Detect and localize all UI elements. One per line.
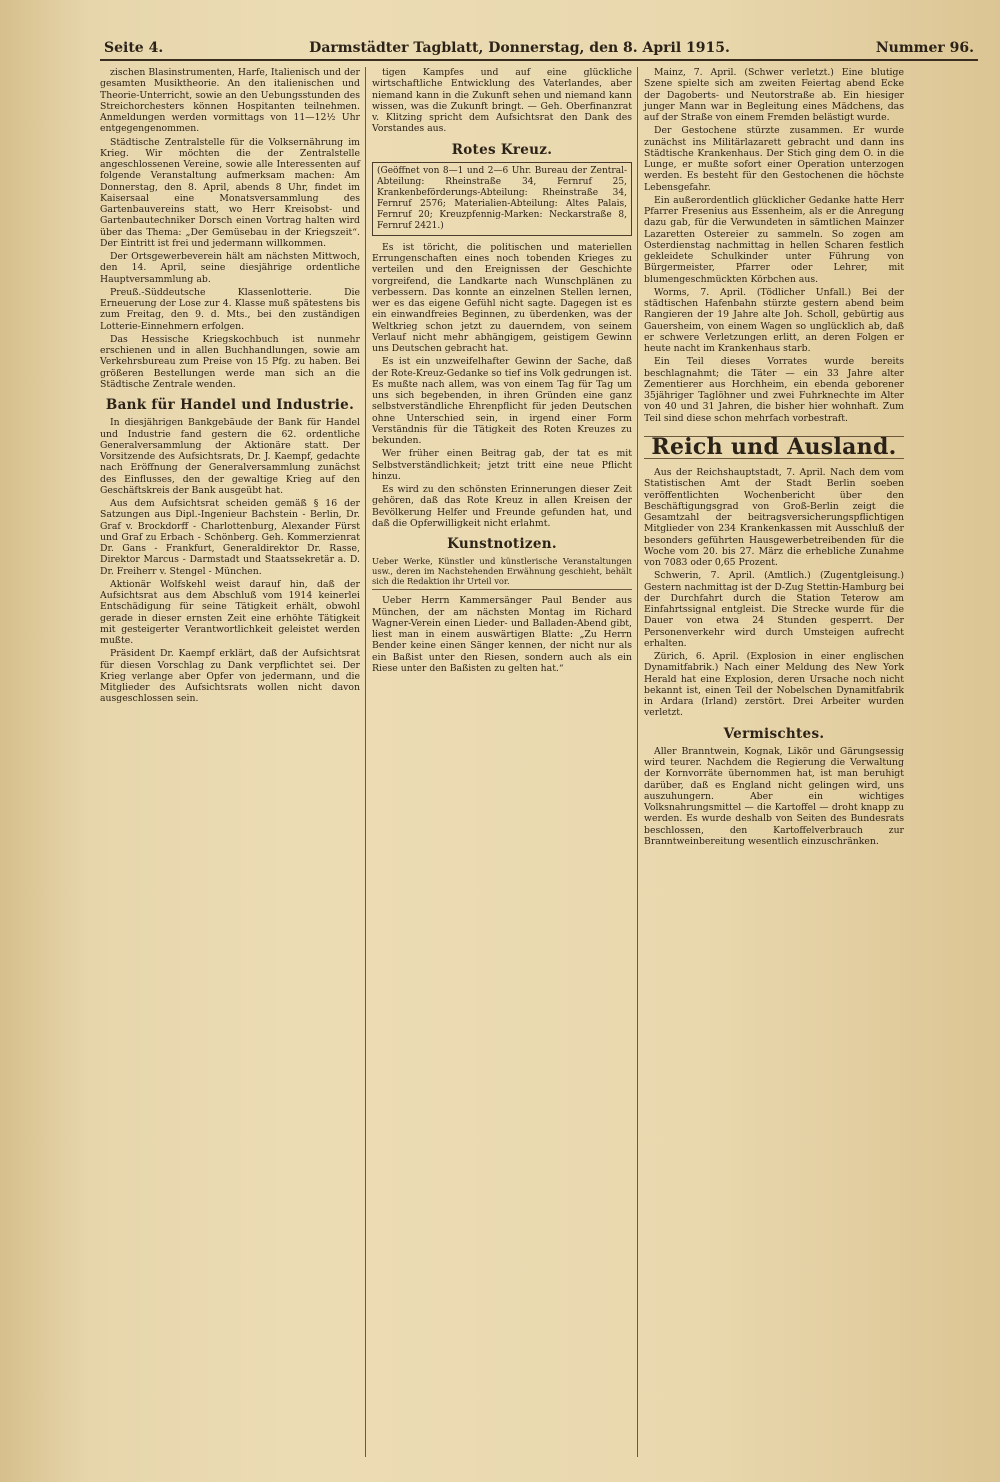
column-right (644, 67, 904, 1457)
article-paragraph: Es ist ein unzweifelhafter Gewinn der Sache, daß der Rote-Kreuz-Gedanke so tief ins Volk gedrungen ist. Es mußte nach allem, was von einem Tag für Tag um uns sich begebenden, in ihren Gründen eine ganz selbstverständliche Ehrenpflicht für jeden Deutschen ohne Unterschied sein, in irgend einer Form Verständnis für die Tätigkeit des Roten Kreuzes zu bekunden. (372, 356, 632, 446)
article-paragraph: Das Hessische Kriegskochbuch ist nunmehr erschienen und in allen Buchhandlungen, sowie am Verkehrsbureau zum Preise von 15 Pfg. zu haben. Bei größeren Bestellungen werde man sich an die Städtische Zentrale wenden. (100, 333, 360, 390)
article-paragraph: Aller Branntwein, Kognak, Likör und Gärungsessig wird teurer. Nachdem die Regierung die Verwaltung der Kornvorräte übernommen hat, ist man beruhigt darüber, daß es England nicht gelingen wird, uns auszuhungern. Aber ein wichtiges Volksnahrungsmittel — die Kartoffel — droht knapp zu werden. Es wurde deshalb von Seiten des Bundesrats beschlossen, den Kartoffelverbrauch zur Branntweinbereitung wesentlich einzuschränken. (644, 745, 904, 847)
masthead-title: Darmstädter Tagblatt, Donnerstag, den 8. April 1915. (309, 40, 730, 56)
article-paragraph: Ein außerordentlich glücklicher Gedanke hatte Herr Pfarrer Fresenius aus Essenheim, als er die Anregung dazu gab, für die Verwundeten in sämtlichen Mainzer Lazaretten Ostereier zu sammeln. So zogen am Osterdienstag nachmittag in hellen Scharen festlich gekleidete Schulkinder unter Führung von Bürgermeister, Pfarrer oder Lehrer, mit blumengeschmückten Körbchen aus. (644, 194, 904, 285)
article-paragraph: zischen Blasinstrumenten, Harfe, Italienisch und der gesamten Musiktheorie. An den italienischen und Theorie-Unterricht, sowie an den Uebungsstunden des Streichorchesters können Hospitanten teilnehmen. Anmeldungen werden vormittags von 11—12½ Uhr entgegengenommen. (100, 67, 360, 135)
page-header (100, 40, 978, 61)
section-heading-bank: Bank für Handel und Industrie. (105, 397, 355, 413)
article-paragraph: tigen Kampfes und auf eine glückliche wirtschaftliche Entwicklung des Vaterlandes, aber niemand kann in die Zukunft sehen und niemand kann wissen, was die Zukunft bringt. — Geh. Oberfinanzrat v. Klitzing spricht dem Aufsichtsrat den Dank des Vorstandes aus. (372, 67, 632, 135)
article-paragraph: Aktionär Wolfskehl weist darauf hin, daß der Aufsichtsrat aus dem Abschluß vom 1914 keinerlei Entschädigung für seine Tätigkeit erhält, obwohl gerade in dieser ernsten Zeit eine erhöhte Tätigkeit mit gesteigerter Verantwortlichkeit geleistet werden mußte. (100, 578, 360, 646)
article-paragraph: Präsident Dr. Kaempf erklärt, daß der Aufsichtsrat für diesen Vorschlag zu Dank verpflichtet sei. Der Krieg verlange aber Opfer von jedermann, und die Mitglieder des Aufsichtsrats wollen nicht davon ausgeschlossen sein. (100, 648, 360, 705)
article-paragraph: Der Gestochene stürzte zusammen. Er wurde zunächst ins Militärlazarett gebracht und dann ins Städtische Krankenhaus. Der Stich ging dem O. in die Lunge, er mußte sofort einer Operation unterzogen werden. Es besteht für den Gestochenen die höchste Lebensgefahr. (644, 125, 904, 193)
article-paragraph: Ueber Herrn Kammersänger Paul Bender aus München, der am nächsten Montag im Richard Wagner-Verein einen Lieder- und Balladen-Abend gibt, liest man in einem auswärtigen Blatte: „Zu Herrn Bender keine einen Sänger kennen, der nicht nur als ein Baßist unter den Riesen, sondern auch als ein Riese unter den Baßisten zu gelten hat.“ (372, 595, 632, 674)
article-paragraph: Ein Teil dieses Vorrates wurde bereits beschlagnahmt; die Täter — ein 33 Jahre alter Zementierer aus Horchheim, ein ebenda geborener 35jähriger Taglöhner und zwei Fuhrknechte im Alter von 40 und 31 Jahren, die bisher hier wohnhaft. Zum Teil sind diese schon mehrfach vorbestraft. (644, 356, 904, 424)
article-paragraph: Es ist töricht, die politischen und materiellen Errungenschaften eines noch tobenden Krieges zu verteilen und den Ereignissen der Geschichte vorgreifend, die Landkarte nach Wunschplänen zu verbessern. Das konnte an einzelnen Stellen lernen, wer es das eigene Gefühl nicht sagte. Dagegen ist es ein einwandfreies Beginnen, zu überdenken, was der Weltkrieg schon jetzt zu dauerndem, von seinem Verlauf nicht mehr abhängigem, geistigem Gewinn uns Deutschen gebracht hat. (372, 241, 632, 354)
article-paragraph: Wer früher einen Beitrag gab, der tat es mit Selbstverständlichkeit; jetzt tritt eine neue Pflicht hinzu. (372, 448, 632, 482)
column-left (100, 67, 360, 1457)
editorial-note: Ueber Werke, Künstler und künstlerische Veranstaltungen usw., deren im Nachstehenden Erwähnung geschieht, behält sich die Redaktion ihr Urteil vor. (372, 556, 632, 590)
article-paragraph: Städtische Zentralstelle für die Volksernährung im Krieg. Wir möchten die der Zentralstelle angeschlossenen Vereine, sowie alle Interessenten auf folgende Veranstaltung aufmerksam machen: Am Donnerstag, den 8. April, abends 8 Uhr, findet im Kaisersaal eine Monatsversammlung des Gartenbauvereins statt, wo Herr Kreisobst- und Gartenbautechniker Dorsch einen Vortrag halten wird über das Thema: „Der Gemüsebau in der Kriegszeit“. Der Eintritt ist frei und jedermann willkommen. (100, 136, 360, 249)
article-paragraph: In diesjährigen Bankgebäude der Bank für Handel und Industrie fand gestern die 62. ordentliche Generalversammlung der Aktionäre statt. Der Vorsitzende des Aufsichtsrats, Dr. J. Kaempf, gedachte nach Eröffnung der Generalversammlung zunächst des Einflusses, den der gewaltige Krieg auf den Geschäftskreis der Bank ausgeübt hat. (100, 417, 360, 496)
article-paragraph: Aus der Reichshauptstadt, 7. April. Nach dem vom Statistischen Amt der Stadt Berlin soeben veröffentlichten Wochenbericht über den Beschäftigungsgrad von Groß-Berlin zeigt die Gesamtzahl der beitragsversicherungspflichtigen Mitglieder von 234 Krankenkassen mit Ausschluß der besonders geführten Hausgewerbetreibenden für die Woche vom 20. bis 27. März die erhebliche Zunahme von 7083 oder 0,65 Prozent. (644, 467, 904, 568)
section-heading-kunstnotizen: Kunstnotizen. (447, 536, 557, 552)
section-heading-vermischtes: Vermischtes. (723, 725, 825, 742)
office-hours-box: (Geöffnet von 8—1 und 2—6 Uhr. Bureau der Zentral-Abteilung: Rheinstraße 34, Fernruf 25, Krankenbeförderungs-Abteilung: Rheinstraße 34, Fernruf 2576; Materialien-Abteilung: Altes Palais, Fernruf 20; Kreuzpfennig-Marken: Neckarstraße 8, Fernruf 2421.) (372, 162, 632, 236)
section-heading-rotes-kreuz: Rotes Kreuz. (451, 141, 553, 158)
article-paragraph: Zürich, 6. April. (Explosion in einer englischen Dynamitfabrik.) Nach einer Meldung des New York Herald hat eine Explosion, deren Ursache noch nicht bekannt ist, einen Teil der Nobelschen Dynamitfabrik in Ardara (Irland) zerstört. Drei Arbeiter wurden verletzt. (644, 651, 904, 719)
issue-number: Nummer 96. (875, 40, 974, 56)
article-paragraph: Mainz, 7. April. (Schwer verletzt.) Eine blutige Szene spielte sich am zweiten Feiertag abend Ecke der Dagoberts- und Neutorstraße ab. Ein hiesiger junger Mann war in Begleitung eines Mädchens, das auf der Straße von einem Fremden belästigt wurde. (644, 67, 904, 123)
page-number: Seite 4. (104, 40, 164, 56)
article-paragraph: Es wird zu den schönsten Erinnerungen dieser Zeit gehören, daß das Rote Kreuz in allen Kreisen der Bevölkerung Helfer und Freunde gefunden hat, und daß die Opferwilligkeit nicht erlahmt. (372, 484, 632, 529)
article-paragraph: Worms, 7. April. (Tödlicher Unfall.) Bei der städtischen Hafenbahn stürzte gestern abend beim Rangieren der 19 Jahre alte Joh. Scholl, gebürtig aus Gauersheim, von einem Wagen so unglücklich ab, daß er schwere Verletzungen erlitt, an deren Folgen er heute nacht im Krankenhaus starb. (644, 286, 904, 354)
article-paragraph: Der Ortsgewerbeverein hält am nächsten Mittwoch, den 14. April, seine diesjährige ordentliche Hauptversammlung ab. (100, 251, 360, 285)
section-heading-reich-und-ausland: Reich und Ausland. (644, 436, 904, 459)
article-paragraph: Preuß.-Süddeutsche Klassenlotterie. Die Erneuerung der Lose zur 4. Klasse muß spätestens bis zum Freitag, den 9. d. Mts., bei den zuständigen Lotterie-Einnehmern erfolgen. (100, 286, 360, 332)
column-middle (372, 67, 632, 1457)
article-paragraph: Aus dem Aufsichtsrat scheiden gemäß § 16 der Satzungen aus Dipl.-Ingenieur Bachstein - Berlin, Dr. Graf v. Brockdorff - Charlottenburg, Alexander Fürst und Graf zu Erbach - Schönberg. Geh. Kommerzienrat Dr. Gans - Frankfurt, Generaldirektor Dr. Rasse, Direktor Marcus - Darmstadt und Staatssekretär a. D. Dr. Freiherr v. Stengel - München. (100, 498, 360, 577)
article-paragraph: Schwerin, 7. April. (Amtlich.) (Zugentgleisung.) Gestern nachmittag ist der D-Zug Stettin-Hamburg bei der Durchfahrt durch die Station Teterow am Einfahrtssignal entgleist. Die Strecke wurde für die Dauer von etwa 24 Stunden gesperrt. Der Personenverkehr wird durch Umsteigen aufrecht erhalten. (644, 570, 904, 649)
